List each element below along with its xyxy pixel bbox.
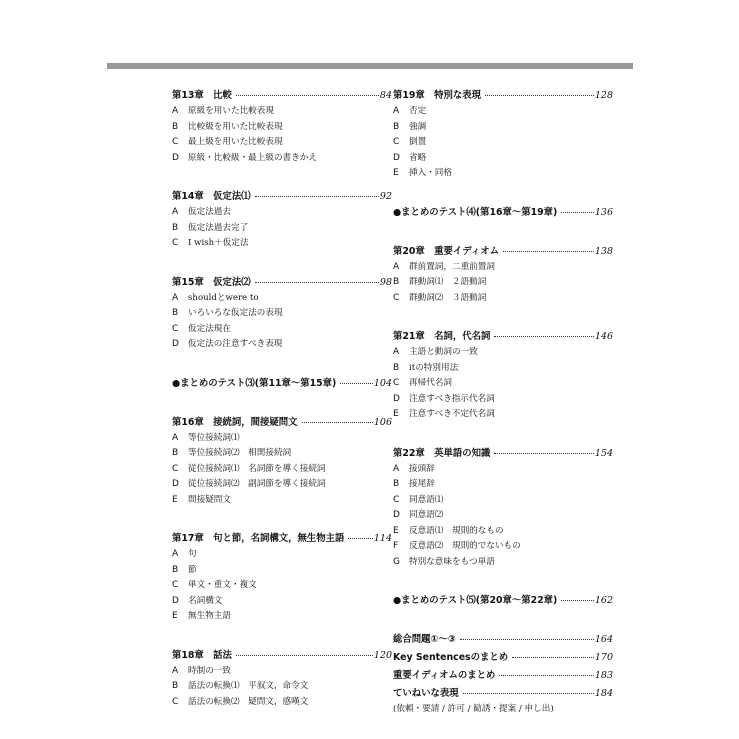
top-rule: [107, 63, 633, 69]
item-letter: A: [172, 207, 179, 217]
toc-item[interactable]: [393, 462, 613, 478]
item-text: 仮定法現在: [188, 323, 231, 334]
toc-item[interactable]: [393, 493, 613, 509]
item-letter: C: [172, 463, 179, 474]
chapter-gap: [393, 182, 613, 205]
toc-chapter: [393, 244, 613, 307]
toc-heading[interactable]: [393, 668, 613, 684]
toc-chapter: [393, 632, 613, 648]
item-letter: E: [172, 611, 178, 621]
toc-chapter: [172, 531, 392, 625]
item-letter: C: [172, 696, 179, 707]
toc-item[interactable]: [172, 306, 392, 322]
item-letter: G: [393, 556, 400, 567]
item-text: 間接疑問文: [188, 494, 231, 505]
item-text: 接尾辞: [409, 479, 435, 489]
item-letter: B: [172, 448, 179, 458]
toc-chapter: [172, 88, 392, 166]
item-letter: C: [172, 238, 179, 248]
dot-leader: [499, 675, 593, 676]
toc-column-right: [393, 88, 613, 718]
toc-item[interactable]: [172, 236, 392, 252]
item-text: 否定: [409, 106, 427, 116]
toc-chapter: [393, 593, 613, 609]
item-text: 比較級を用いた比較表現: [188, 121, 283, 132]
page-number: 138: [594, 245, 613, 257]
item-text: 従位接続詞⑵ 副詞節を導く接続詞: [188, 479, 326, 489]
chapter-title: ていねいな表現: [393, 688, 459, 699]
chapter-title: ●まとめのテスト⑶(第11章〜第15章): [172, 377, 337, 389]
item-text: itの特別用法: [409, 362, 459, 373]
chapter-title: 総合問題①〜③: [393, 634, 456, 645]
chapter-gap: [172, 508, 392, 531]
toc-item[interactable]: [393, 361, 613, 377]
dot-leader: [561, 600, 594, 601]
item-text: 句: [188, 549, 197, 559]
item-text: 単文・重文・複文: [188, 580, 257, 590]
chapter-title: 第15章 仮定法⑵: [172, 276, 251, 288]
item-text: 等位接続詞⑵ 相関接続詞: [188, 448, 292, 458]
toc-item[interactable]: [172, 477, 392, 493]
item-letter: B: [172, 222, 179, 233]
item-text: 反意語⑴ 規則的なもの: [409, 525, 504, 536]
toc-heading[interactable]: [172, 648, 392, 664]
chapter-gap: [172, 392, 392, 415]
toc-heading[interactable]: [393, 593, 613, 609]
toc-heading[interactable]: [172, 88, 392, 104]
page-number: 164: [594, 634, 613, 645]
dot-leader: [460, 639, 594, 640]
dot-leader: [255, 196, 379, 197]
item-letter: D: [393, 393, 400, 404]
dot-leader: [236, 95, 379, 96]
toc-item[interactable]: [393, 120, 613, 136]
dot-leader: [485, 95, 594, 96]
dot-leader: [255, 282, 379, 283]
toc-item[interactable]: [172, 120, 392, 136]
toc-chapter: [393, 88, 613, 182]
page-number: 136: [594, 206, 613, 218]
toc-chapter: [393, 668, 613, 684]
chapter-title: 第13章 比較: [172, 90, 232, 101]
toc-heading[interactable]: [393, 632, 613, 648]
item-text: 等位接続詞⑴: [188, 432, 240, 443]
dot-leader: [463, 693, 594, 694]
item-text: 主語と動詞の一致: [409, 347, 478, 357]
item-text: 時制の一致: [188, 665, 231, 676]
toc-item[interactable]: [172, 578, 392, 594]
toc-item[interactable]: [393, 135, 613, 151]
dot-leader: [348, 538, 372, 539]
item-letter: A: [172, 432, 179, 443]
item-letter: B: [393, 121, 400, 132]
page-number: 170: [594, 652, 613, 663]
item-letter: A: [393, 106, 400, 116]
toc-item[interactable]: [172, 563, 392, 579]
toc-item[interactable]: [172, 679, 392, 695]
item-letter: C: [172, 323, 179, 334]
chapter-title: 第19章 特別な表現: [393, 90, 482, 101]
item-letter: C: [393, 494, 400, 505]
item-letter: E: [172, 494, 178, 505]
page-number: 184: [594, 688, 613, 699]
item-text: 話法の転換⑴ 平叙文，命令文: [188, 681, 309, 691]
item-text: 同意語⑵: [409, 510, 444, 520]
chapter-gap: [172, 252, 392, 275]
item-letter: D: [393, 152, 400, 163]
dot-leader: [494, 336, 593, 337]
toc-heading[interactable]: [393, 686, 613, 702]
item-text: 名詞構文: [188, 595, 223, 606]
chapter-gap: [172, 625, 392, 648]
toc-heading[interactable]: [393, 205, 613, 221]
item-letter: D: [172, 479, 179, 489]
dot-leader: [494, 453, 593, 454]
item-text: 話法の転換⑵ 疑問文，感嘆文: [188, 696, 309, 707]
item-letter: B: [393, 362, 400, 373]
page-number: 183: [594, 670, 613, 681]
dot-leader: [302, 422, 373, 423]
item-text: 群前置詞，二重前置詞: [409, 261, 495, 272]
toc-item[interactable]: [172, 493, 392, 509]
heading-subtitle: (依頼・要請 / 許可 / 勧誘・提案 / 申し出): [393, 704, 554, 714]
item-letter: F: [393, 541, 399, 551]
item-text: 原級・比較級・最上級の書きかえ: [188, 152, 317, 163]
item-text: 接頭辞: [409, 463, 435, 474]
chapter-title: Key Sentencesのまとめ: [393, 652, 509, 663]
item-letter: D: [172, 339, 179, 349]
toc-heading[interactable]: [393, 446, 613, 462]
toc-heading[interactable]: [393, 329, 613, 345]
toc-chapter: [393, 686, 613, 718]
chapter-gap: [172, 166, 392, 189]
item-letter: E: [393, 525, 399, 536]
toc-item[interactable]: [172, 664, 392, 680]
item-letter: B: [393, 479, 400, 489]
item-text: 従位接続詞⑴ 名詞節を導く接続詞: [188, 463, 326, 474]
dot-leader: [561, 212, 594, 213]
item-text: 節: [188, 564, 197, 575]
chapter-gap: [393, 570, 613, 593]
item-text: 群動詞⑴ ２語動詞: [409, 277, 487, 287]
toc-chapter: [393, 329, 613, 423]
toc-item[interactable]: [172, 446, 392, 462]
toc-heading[interactable]: [393, 244, 613, 260]
chapter-title: 第14章 仮定法⑴: [172, 191, 251, 202]
toc-item[interactable]: [172, 337, 392, 353]
item-text: 倒置: [409, 137, 427, 147]
toc-item[interactable]: [393, 166, 613, 182]
item-letter: E: [393, 409, 399, 419]
item-letter: D: [393, 510, 400, 520]
page-number: 106: [373, 416, 392, 428]
toc-item[interactable]: [172, 462, 392, 478]
toc-chapter: [172, 376, 392, 392]
toc-item[interactable]: [393, 392, 613, 408]
page-number: 154: [594, 447, 613, 459]
page-number: 114: [373, 533, 392, 544]
item-letter: B: [393, 277, 400, 287]
toc-item[interactable]: [393, 275, 613, 291]
toc-item[interactable]: [393, 104, 613, 120]
item-text: 強調: [409, 121, 427, 132]
toc-item[interactable]: [393, 508, 613, 524]
page-number: 104: [373, 377, 392, 389]
toc-item[interactable]: [393, 539, 613, 555]
toc-item[interactable]: [393, 524, 613, 540]
toc-heading[interactable]: [172, 275, 392, 291]
toc-heading[interactable]: [393, 88, 613, 104]
item-letter: C: [172, 580, 179, 590]
dot-leader: [236, 655, 373, 656]
item-letter: C: [393, 378, 400, 388]
toc-item[interactable]: [172, 135, 392, 151]
item-text: 挿入・同格: [409, 168, 452, 178]
dot-leader: [340, 383, 373, 384]
item-letter: C: [172, 137, 179, 147]
chapter-gap: [393, 423, 613, 446]
item-letter: A: [172, 106, 179, 116]
item-text: 仮定法の注意すべき表現: [188, 339, 283, 349]
chapter-title: 第21章 名詞，代名詞: [393, 331, 491, 342]
item-letter: B: [172, 121, 179, 132]
toc-item[interactable]: [172, 594, 392, 610]
page-number: 162: [594, 595, 613, 606]
chapter-title: 重要イディオムのまとめ: [393, 670, 496, 681]
item-text: shouldとwere to: [188, 292, 259, 303]
item-text: 反意語⑵ 規則的でないもの: [409, 541, 521, 551]
toc-item[interactable]: [393, 555, 613, 571]
dot-leader: [512, 657, 594, 658]
toc-chapter: [393, 650, 613, 666]
chapter-gap: [393, 306, 613, 329]
item-text: 最上級を用いた比較表現: [188, 137, 283, 147]
toc-chapter: [172, 189, 392, 252]
item-letter: B: [172, 681, 179, 691]
chapter-title: 第17章 句と節，名詞構文，無生物主語: [172, 533, 345, 544]
item-letter: A: [172, 665, 179, 676]
toc-item[interactable]: [172, 609, 392, 625]
chapter-title: 第20章 重要イディオム: [393, 245, 500, 257]
item-text: いろいろな仮定法の表現: [188, 308, 283, 318]
dot-leader: [503, 251, 594, 252]
toc-item[interactable]: [172, 151, 392, 167]
page-number: 92: [379, 191, 392, 202]
item-text: 再帰代名詞: [409, 378, 452, 388]
item-text: 注意すべき指示代名詞: [409, 393, 495, 404]
toc-item[interactable]: [172, 547, 392, 563]
toc-chapter: [172, 415, 392, 509]
chapter-title: ●まとめのテスト⑸(第20章〜第22章): [393, 595, 558, 606]
toc-item[interactable]: [172, 431, 392, 447]
toc-item[interactable]: [172, 104, 392, 120]
page-number: 128: [594, 90, 613, 101]
item-letter: B: [172, 308, 179, 318]
toc-chapter: [172, 648, 392, 711]
item-text: 特別な意味をもつ単語: [409, 556, 495, 567]
toc-item[interactable]: [172, 221, 392, 237]
toc-item[interactable]: [393, 291, 613, 307]
toc-item[interactable]: [172, 695, 392, 711]
chapter-title: ●まとめのテスト⑷(第16章〜第19章): [393, 206, 558, 218]
item-text: 群動詞⑵ ３語動詞: [409, 292, 487, 303]
item-text: 同意語⑴: [409, 494, 444, 505]
toc-item[interactable]: [393, 477, 613, 493]
item-letter: E: [393, 168, 399, 178]
item-text: 省略: [409, 152, 427, 163]
page-number: 98: [379, 276, 392, 288]
toc-heading[interactable]: [393, 650, 613, 666]
toc-heading[interactable]: [172, 531, 392, 547]
toc-column-left: [172, 88, 392, 710]
item-letter: A: [172, 549, 179, 559]
page-number: 120: [373, 649, 392, 661]
toc-heading[interactable]: [172, 376, 392, 392]
toc-item[interactable]: [393, 260, 613, 276]
item-letter: A: [172, 292, 179, 303]
item-letter: C: [393, 292, 400, 303]
item-letter: C: [393, 137, 400, 147]
toc-chapter: [172, 275, 392, 353]
item-text: 注意すべき不定代名詞: [409, 409, 495, 419]
toc-item[interactable]: [172, 205, 392, 221]
item-text: I wish＋仮定法: [188, 238, 249, 248]
chapter-gap: [393, 221, 613, 244]
page-number: 84: [379, 90, 392, 101]
chapter-gap: [393, 609, 613, 632]
chapter-title: 第22章 英単語の知識: [393, 447, 491, 459]
item-text: 仮定法過去完了: [188, 222, 249, 233]
item-letter: D: [172, 595, 179, 606]
toc-item[interactable]: [393, 345, 613, 361]
toc-heading[interactable]: [172, 415, 392, 431]
toc-chapter: [393, 446, 613, 571]
toc-item[interactable]: [393, 151, 613, 167]
item-text: 無生物主語: [188, 611, 231, 621]
toc-item[interactable]: [172, 322, 392, 338]
toc-item[interactable]: [393, 376, 613, 392]
toc-heading[interactable]: [172, 189, 392, 205]
chapter-gap: [172, 353, 392, 376]
item-letter: A: [393, 463, 400, 474]
item-letter: A: [393, 347, 400, 357]
item-text: 仮定法過去: [188, 207, 231, 217]
item-letter: A: [393, 261, 400, 272]
page-number: 146: [594, 331, 613, 342]
toc-chapter: [393, 205, 613, 221]
toc-item[interactable]: [172, 291, 392, 307]
item-letter: B: [172, 564, 179, 575]
chapter-title: 第18章 話法: [172, 649, 232, 661]
item-letter: D: [172, 152, 179, 163]
chapter-title: 第16章 接続詞，間接疑問文: [172, 416, 298, 428]
item-text: 原級を用いた比較表現: [188, 106, 274, 116]
toc-item[interactable]: [393, 407, 613, 423]
